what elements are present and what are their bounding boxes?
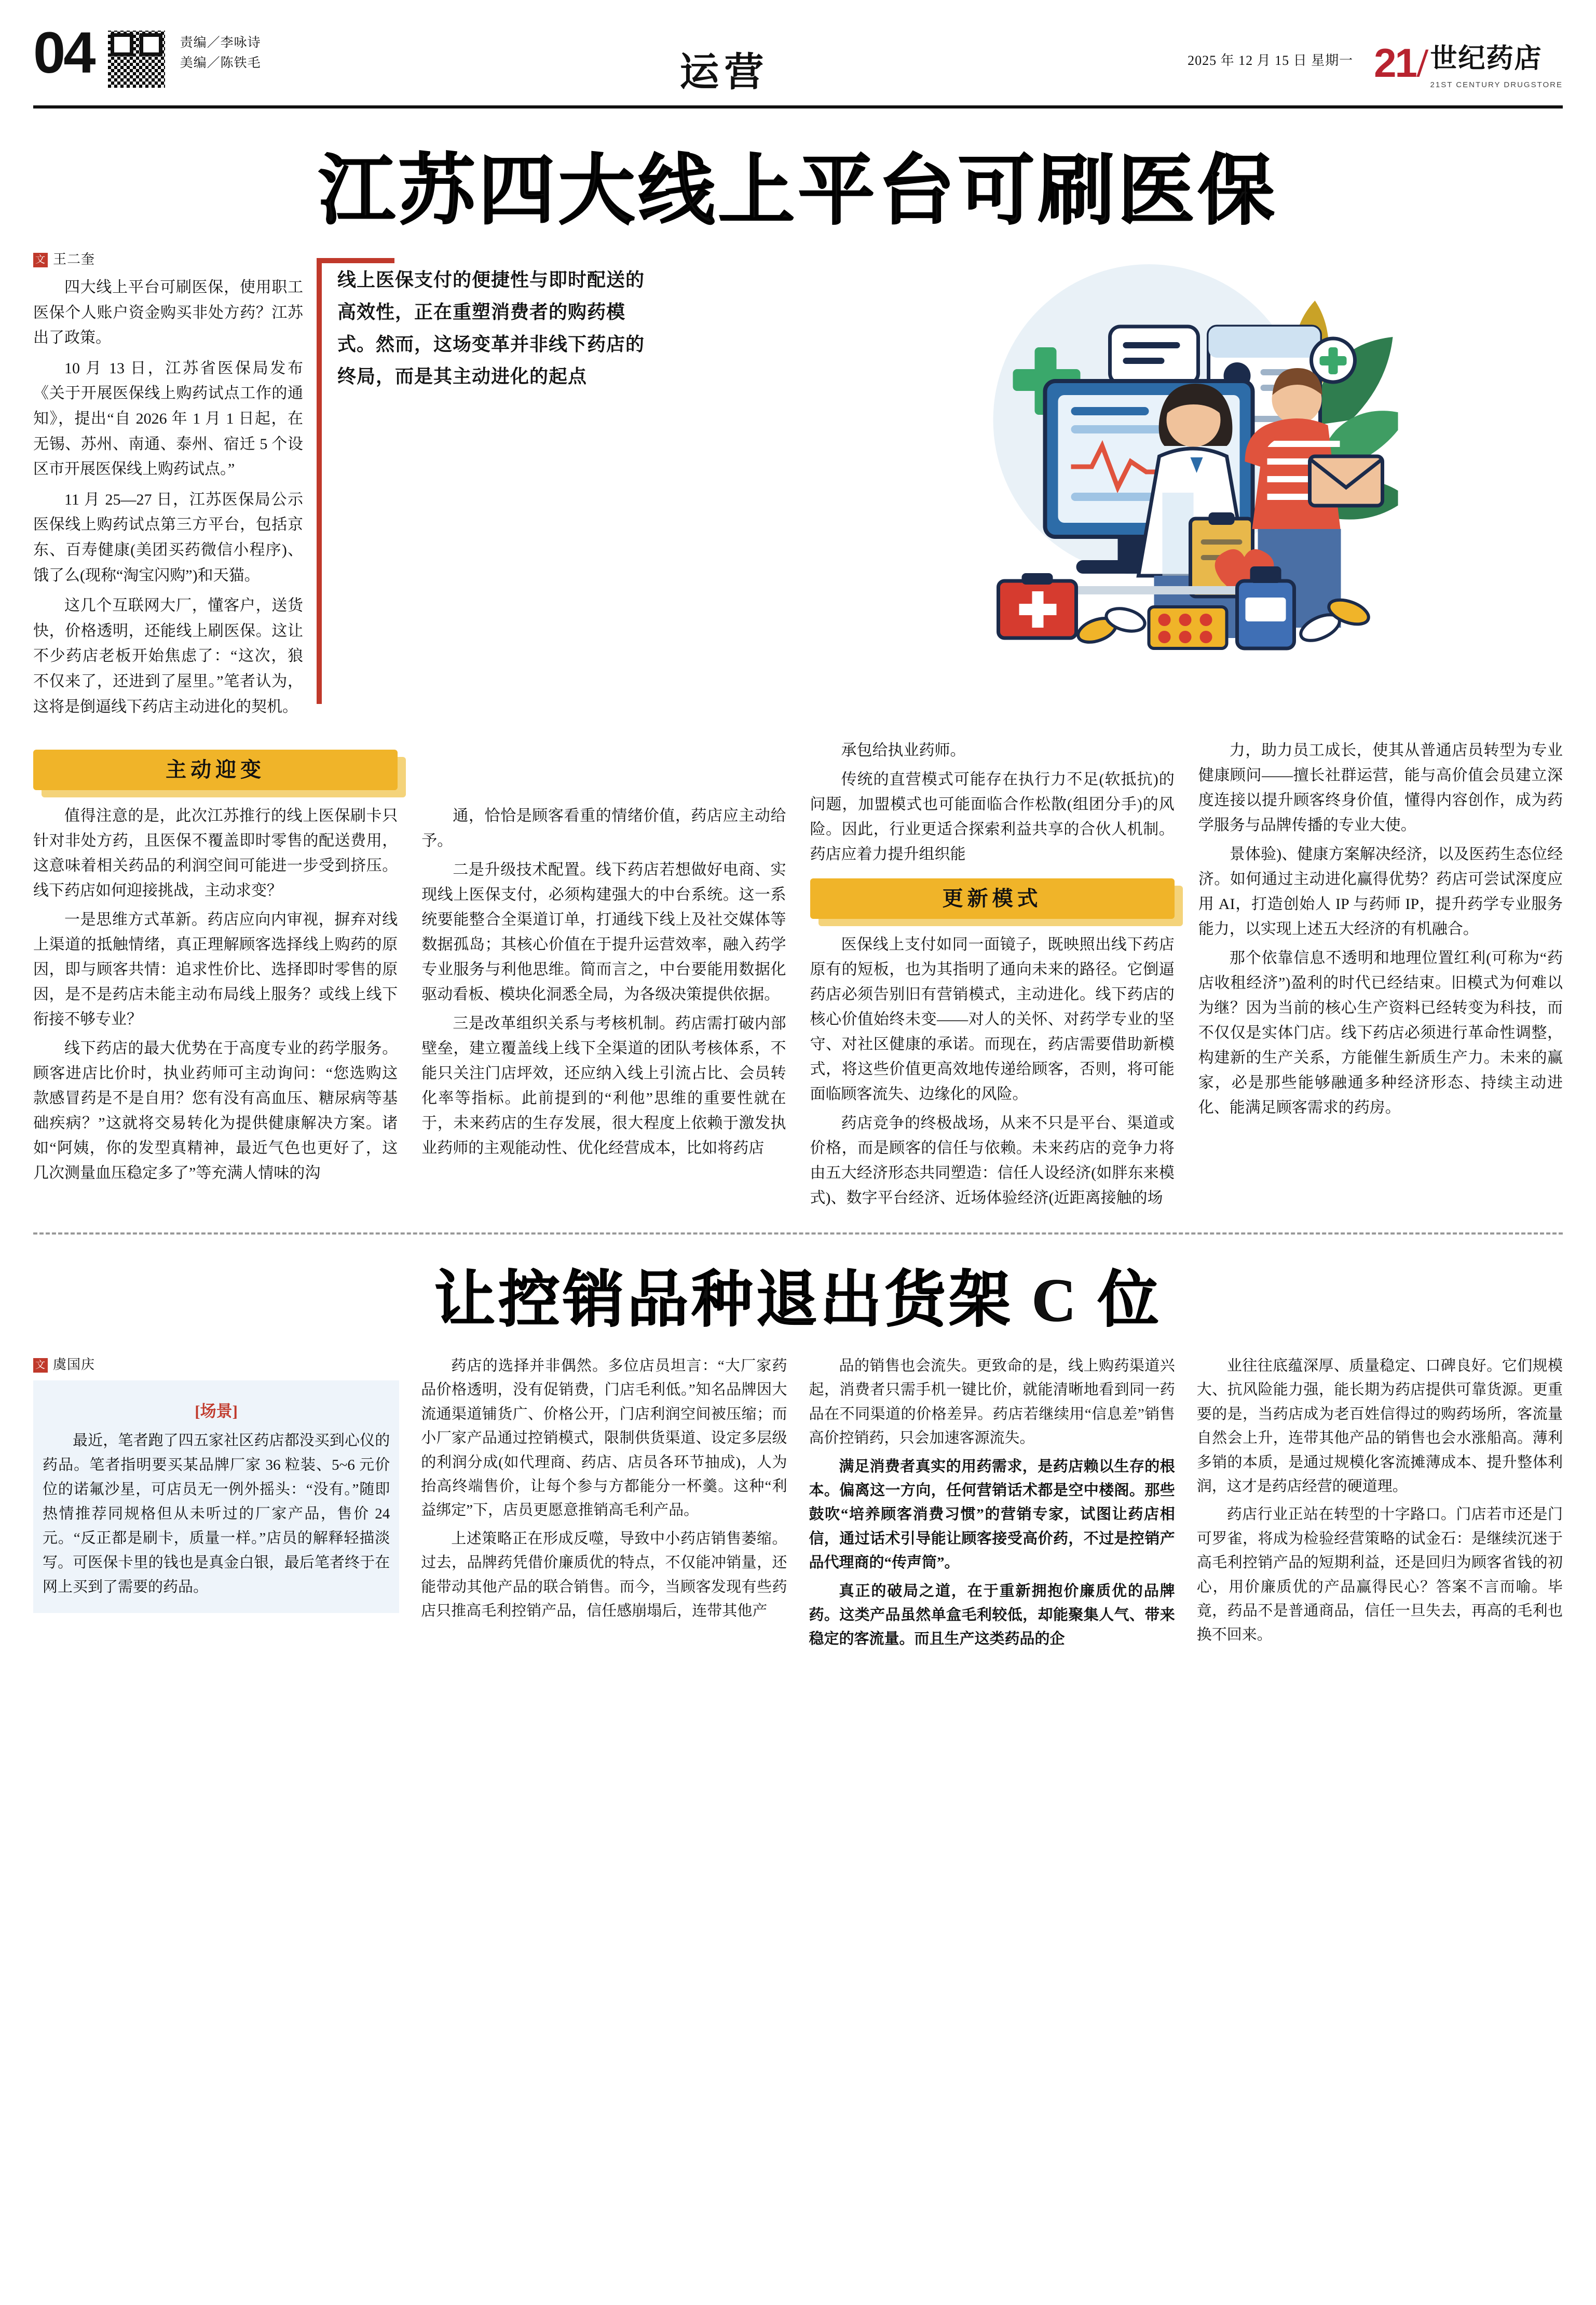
scene-tag: [场景] <box>195 1402 238 1421</box>
author-mark-icon-2: 文 <box>33 1358 48 1373</box>
a2-c4-p1: 业往往底蕴深厚、质量稳定、口碑良好。它们规模大、抗风险能力强，能长期为药店提供可靠货源。更重要的是，当药店成为老百姓信得过的购药场所，客流量自然会上升，连带其他产品的销售也会水涨船高。薄利多销的本质，是通过规模化客流摊薄成本、提升整体利润，这才是药店经营的硬道理。 <box>1196 1358 1563 1495</box>
logo-number <box>1374 40 1416 86</box>
subhead-1-text: 主动迎变 <box>166 758 266 782</box>
a1-c2-p2: 二是升级技术配置。线下药店若想做好电商、实现线上医保支付，必须构建强大的中台系统。这一系统要能整合全渠道订单，打通线下线上及社交媒体等数据孤岛；其核心价值在于提升运营效率，融入药学专业服务与利他思维。简而言之，中台要能用数据化驱动看板、模块化洞悉全局，为各级决策提供依据。 <box>421 861 786 1004</box>
qr-code-icon[interactable] <box>106 29 167 89</box>
logo-cn-row <box>1430 36 1563 75</box>
col2-spacer <box>421 738 786 804</box>
article2-col-1 <box>33 1354 399 1656</box>
section-divider <box>33 1232 1563 1235</box>
page-number: 04 <box>33 20 94 85</box>
author-mark-icon: 文 <box>33 253 48 267</box>
logo-text-stack <box>1430 36 1563 89</box>
article1-lead-p1: 四大线上平台可刷医保，使用职工医保个人账户资金购买非处方药？江苏出了政策。 <box>33 279 303 347</box>
article1-illustration <box>662 249 1563 725</box>
section-title: 运营 <box>679 51 769 94</box>
a2-c2-p1: 药店的选择并非偶然。多位店员坦言：“大厂家药品价格透明，没有促销费，门店毛利低。”知名品牌因大流通渠道铺货广、价格公开，门店利润空间被压缩；而小厂家产品通过控销模式，限制供货渠道、设定多层级的利润分成(如代理商、药店、店员各环节抽成)，人为抬高终端售价，让每个参与方都能分一杯羹。这种“利益绑定”下，店员更愿意推销高毛利产品。 <box>421 1358 787 1519</box>
article2-col-2 <box>421 1354 787 1656</box>
article1-body-columns <box>33 738 1563 1215</box>
masthead <box>33 20 1563 109</box>
article1-lead-p3: 11 月 25—27 日，江苏医保局公示医保线上购药试点第三方平台，包括京东、百寿健康(美团买药微信小程序)、饿了么(现称“淘宝闪购”)和天猫。 <box>33 491 303 584</box>
credit-line-1: 责编／李咏诗 <box>180 36 261 50</box>
a2-c3-p2: 满足消费者真实的用药需求，是药店赖以生存的根本。偏离这一方向，任何营销话术都是空中楼阁。那些鼓吹“培养顾客消费习惯”的营销专家，试图让药店相信，通过话术引导能让顾客接受高价药，不过是控销产品代理商的“传声筒”。 <box>809 1458 1175 1571</box>
a1-c3-p2: 传统的直营模式可能存在执行力不足(软抵抗)的问题，加盟模式也可能面临合作松散(组团分手)的风险。因此，行业更适合探索利益共享的合伙人机制。药店应着力提升组织能 <box>810 771 1175 863</box>
article1-author: 王二奎 <box>53 252 96 267</box>
a1-c3-p4: 药店竞争的终极战场，从来不只是平台、渠道或价格，而是顾客的信任与依赖。未来药店的竞争力将由五大经济形态共同塑造：信任人设经济(如胖东来模式)、数字平台经济、近场体验经济(近距离接触的场 <box>810 1115 1175 1207</box>
a1-c2-p3: 三是改革组织关系与考核机制。药店需打破内部壁垒，建立覆盖线上线下全渠道的团队考核体系，不能只关注门店坪效，还应纳入线上引流占比、会员转化率等指标。此前提到的“利他”思维的重要性就在于，未来药店的生存发展，很大程度上依赖于激发执业药师的主观能动性、优化经营成本，比如将药店 <box>421 1015 786 1157</box>
a2-c2-p2: 上述策略正在形成反噬，导致中小药店销售萎缩。过去，品牌药凭借价廉质优的特点，不仅能冲销量，还能带动其他产品的联合销售。而今，当顾客发现有些药店只推高毛利控销产品，信任感崩塌后，连带其他产 <box>421 1530 787 1619</box>
logo-chinese-name: 世纪药店 <box>1430 44 1543 74</box>
article2-col-3 <box>809 1354 1175 1656</box>
article2-col-4 <box>1197 1354 1563 1656</box>
logo-slash-icon: / <box>1416 40 1428 85</box>
a1-c1-p1: 值得注意的是，此次江苏推行的线上医保刷卡只针对非处方药，且医保不覆盖即时零售的配送费用，这意味着相关药品的利润空间可能进一步受到挤压。线下药店如何迎接挑战，主动求变？ <box>33 807 398 900</box>
a2-c3-p1: 品的销售也会流失。更致命的是，线上购药渠道兴起，消费者只需手机一键比价，就能清晰地看到同一药品在不同渠道的价格差异。药店若继续用“信息差”销售高价控销药，只会加速客源流失。 <box>809 1358 1175 1447</box>
article1-col-1 <box>33 738 398 1215</box>
publication-logo <box>1374 27 1563 89</box>
article1-col-2 <box>421 738 786 1215</box>
a1-c3-p1: 承包给执业药师。 <box>841 742 966 760</box>
article1-lead-column <box>33 249 303 725</box>
article2-author: 虞国庆 <box>53 1357 96 1373</box>
a1-c4-p3: 那个依靠信息不透明和地理位置红利(可称为“药店收租经济”)盈利的时代已经结束。旧模式为何难以为继？因为当前的核心生产资料已经转变为科技，而不仅仅是实体门店。线下药店必须进行革命性调整，构建新的生产关系，方能催生新质生产力。未来的赢家，必是那些能够融通多种经济形态、持续主动进化、能满足顾客需求的药房。 <box>1198 950 1563 1117</box>
article1-byline <box>33 249 303 268</box>
article2-scene-box <box>33 1380 399 1613</box>
article2-body-columns <box>33 1354 1563 1656</box>
a1-c2-p1: 通，恰恰是顾客看重的情绪价值，药店应主动给予。 <box>421 807 786 850</box>
a1-c3-p3: 医保线上支付如同一面镜子，既映照出线下药店原有的短板，也为其指明了通向未来的路径。它倒逼药店必须告别旧有营销模式，主动进化。线下药店的核心价值始终未变——对人的关怀、对药学专业的坚守、对社区健康的承诺。而现在，药店需要借助新模式，将这些价值更高效地传递给顾客，否则，将可能面临顾客流失、边缘化的风险。 <box>810 936 1175 1103</box>
a2-c4-p2: 药店行业正站在转型的十字路口。门店若市还是门可罗雀，将成为检验经营策略的试金石：是继续沉迷于高毛利控销产品的短期利益，还是回归为顾客省钱的初心，用价廉质优的产品赢得民心？答案不言而喻。毕竟，药品不是普通商品，信任一旦失去，再高的毛利也换不回来。 <box>1196 1506 1563 1644</box>
logo-english-name: 21ST CENTURY DRUGSTORE <box>1430 80 1563 89</box>
logo-21-text: 21 <box>1374 40 1416 86</box>
a2-c3-p3: 真正的破局之道，在于重新拥抱价廉质优的品牌药。这类产品虽然单盒毛利较低，却能聚集人气、带来稳定的客流量。而且生产这类药品的企 <box>809 1582 1175 1648</box>
a1-c4-p1: 力，助力员工成长，使其从普通店员转型为专业健康顾问——擅长社群运营，能与高价值会员建立深度连接以提升顾客终身价值，懂得内容创作，成为药学服务与品牌传播的专业大使。 <box>1198 742 1563 834</box>
article1-lead-p4: 这几个互联网大厂，懂客户，送货快，价格透明，还能线上刷医保。这让不少药店老板开始焦虑了：“这次，狼不仅来了，还进到了屋里。”笔者认为，这将是倒逼线下药店主动进化的契机。 <box>33 597 303 715</box>
credit-line-2: 美编／陈铁毛 <box>180 56 261 70</box>
article1-lead-block <box>33 249 1563 725</box>
editor-credits <box>180 27 261 74</box>
a1-c1-p2: 一是思维方式革新。药店应向内审视，摒弃对线上渠道的抵触情绪，真正理解顾客选择线上购药的原因，即与顾客共情：追求性价比、选择即时零售的原因，是不是药店未能主动布局线上服务？或线上线下衔接不够专业？ <box>33 911 398 1028</box>
article1-col-4 <box>1198 738 1563 1215</box>
pharmacy-illustration-svg <box>662 249 1563 706</box>
article2-headline: 让控销品种退出货架 C 位 <box>434 1266 1162 1335</box>
a1-c4-p2: 景体验)、健康方案解决经济，以及医药生态位经济。如何通过主动进化赢得优势？药店可尝试深度应用 AI，打造创始人 IP 与药师 IP，提升药学专业服务能力，以实现上述五大经济的有机融合。 <box>1198 846 1563 938</box>
article1-pull-quote: 线上医保支付的便捷性与即时配送的高效性，正在重塑消费者的购药模式。然而，这场变革并非线下药店的终局，而是其主动进化的起点 <box>317 249 649 725</box>
article1-lead-p2: 10 月 13 日，江苏省医保局发布《关于开展医保线上购药试点工作的通知》，提出“自 2026 年 1 月 1 日起，在无锡、苏州、南通、泰州、宿迁 5 个设区市开展医保线上购药试点。” <box>33 359 303 478</box>
publish-date: 2025 年 12 月 15 日 星期一 <box>1188 53 1354 68</box>
article1-col-3 <box>810 738 1175 1215</box>
article1-subhead-2 <box>810 878 1175 919</box>
subhead-2-text: 更新模式 <box>942 887 1042 911</box>
a1-c1-p3: 线下药店的最大优势在于高度专业的药学服务。顾客进店比价时，执业药师可主动询问：“您选购这款感冒药是不是自用？您有没有高血压、糖尿病等基础疾病？”这就将交易转化为提供健康解决方案。诸如“阿姨，你的发型真精神，最近气色也更好了，这几次测量血压稳定多了”等充满人情味的沟 <box>33 1040 398 1182</box>
article2-byline <box>33 1354 399 1373</box>
article1-subhead-1 <box>33 750 398 790</box>
a2-c1-p1: 最近，笔者跑了四五家社区药店都没买到心仪的药品。笔者指明要买某品牌厂家 36 粒装、5~6 元价位的诺氟沙星，可店员无一例外摇头：“没有。”随即热情推荐同规格但从未听过的厂家产品，售价 24 元。“反正都是刷卡，质量一样。”店员的解释轻描淡写。可医保卡里的钱也是真金白银，最后笔者终于在网上买到了需要的药品。 <box>43 1432 390 1595</box>
article1-headline: 江苏四大线上平台可刷医保 <box>318 149 1278 234</box>
